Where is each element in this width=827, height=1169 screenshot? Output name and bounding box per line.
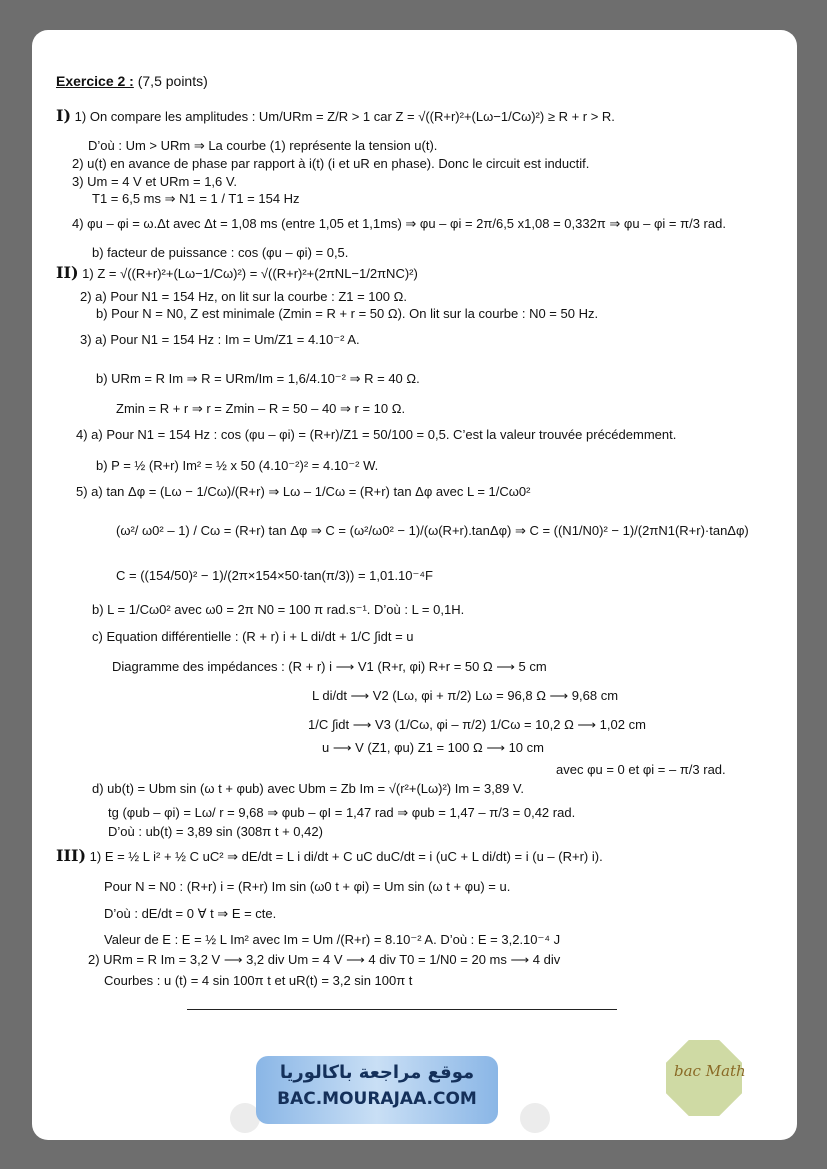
site-url[interactable]: BAC.MOURAJAA.COM: [277, 1089, 477, 1109]
line-19: c) Equation différentielle : (R + r) i + L di/dt + 1/C ∫idt = u: [92, 629, 414, 644]
line-7: II) 1) Z = √((R+r)²+(Lω−1/Cω)²) = √((R+r)²+(2πNL−1/2πNC)²): [56, 263, 418, 282]
line-32: 2) URm = R Im = 3,2 V ⟶ 3,2 div Um = 4 V ⟶ 4 div T0 = 1/N0 = 20 ms ⟶ 4 div: [88, 952, 561, 967]
line-28: III) 1) E = ½ L i² + ½ C uC² ⇒ dE/dt = L i di/dt + C uC duC/dt = i (uC + L di/dt) = i (u – (R+r) i).: [56, 846, 603, 865]
line-25: d) ub(t) = Ubm sin (ω t + φub) avec Ubm = Zb Im = √(r²+(Lω)²) Im = 3,89 V.: [92, 781, 525, 796]
exercise-header: [56, 73, 208, 89]
line-15: 5) a) tan Δφ = (Lω − 1/Cω)/(R+r) ⇒ Lω – 1/Cω = (R+r) tan Δφ avec L = 1/Cω0²: [76, 484, 531, 499]
line-12: Zmin = R + r ⇒ r = Zmin – R = 50 – 40 ⇒ r = 10 Ω.: [116, 401, 406, 416]
line-5: 4) φu – φi = ω.Δt avec Δt = 1,08 ms (entre 1,05 et 1,1ms) ⇒ φu – φi = 2π/6,5 x1,08 = 0,332π ⇒ φu – φi = π/3 rad.: [72, 216, 726, 231]
line-31: Valeur de E : E = ½ L Im² avec Im = Um /(R+r) = 8.10⁻² A. D’où : E = 3,2.10⁻⁴ J: [104, 932, 561, 947]
line-24: avec φu = 0 et φi = – π/3 rad.: [556, 762, 726, 777]
line-27: D’où : ub(t) = 3,89 sin (308π t + 0,42): [108, 824, 323, 839]
line-11: b) URm = R Im ⇒ R = URm/Im = 1,6/4.10⁻² ⇒ R = 40 Ω.: [96, 371, 420, 386]
line-10: 3) a) Pour N1 = 154 Hz : Im = Um/Z1 = 4.10⁻² A.: [80, 332, 360, 347]
line-30: D’où : dE/dt = 0 ∀ t ⇒ E = cte.: [104, 906, 277, 921]
exercise-title: Exercice 2 :: [56, 73, 134, 89]
line-23: u ⟶ V (Z1, φu) Z1 = 100 Ω ⟶ 10 cm: [322, 740, 544, 755]
site-banner[interactable]: [256, 1056, 498, 1124]
line-21: L di/dt ⟶ V2 (Lω, φi + π/2) Lω = 96,8 Ω ⟶ 9,68 cm: [312, 688, 619, 703]
exam-correction-page: [32, 30, 797, 1140]
line-9: b) Pour N = N0, Z est minimale (Zmin = R + r = 50 Ω). On lit sur la courbe : N0 = 50 Hz.: [96, 306, 599, 321]
line-22: 1/C ∫idt ⟶ V3 (1/Cω, φi – π/2) 1/Cω = 10,2 Ω ⟶ 1,02 cm: [308, 717, 646, 732]
line-3: 3) Um = 4 V et URm = 1,6 V.: [72, 174, 237, 189]
line-14: b) P = ½ (R+r) Im² = ½ x 50 (4.10⁻²)² = 4.10⁻² W.: [96, 458, 379, 473]
line-29: Pour N = N0 : (R+r) i = (R+r) Im sin (ω0 t + φi) = Um sin (ω t + φu) = u.: [104, 879, 511, 894]
site-name-arabic: موقع مراجعة باكالوريا: [279, 1062, 475, 1083]
exercise-points: (7,5 points): [137, 73, 208, 89]
line-13: 4) a) Pour N1 = 154 Hz : cos (φu – φi) = (R+r)/Z1 = 50/100 = 0,5. C’est la valeur trouvée précédemment.: [76, 427, 677, 442]
line-26: tg (φub – φi) = Lω/ r = 9,68 ⇒ φub – φI = 1,47 rad ⇒ φub = 1,47 – π/3 = 0,42 rad.: [108, 805, 576, 820]
section-roman-1: I): [56, 106, 72, 125]
line-8: 2) a) Pour N1 = 154 Hz, on lit sur la courbe : Z1 = 100 Ω.: [80, 289, 407, 304]
line-0: I) 1) On compare les amplitudes : Um/URm = Z/R > 1 car Z = √((R+r)²+(Lω−1/Cω)²) ≥ R + r > R.: [56, 106, 615, 125]
bac-math-badge-text: bac Math: [674, 1062, 746, 1080]
line-2: 2) u(t) en avance de phase par rapport à i(t) (i et uR en phase). Donc le circuit est inductif.: [72, 156, 590, 171]
line-1: D’où : Um > URm ⇒ La courbe (1) représente la tension u(t).: [88, 138, 438, 153]
line-33: Courbes : u (t) = 4 sin 100π t et uR(t) = 3,2 sin 100π t: [104, 973, 413, 988]
logo-icon-right: [520, 1103, 550, 1133]
line-6: b) facteur de puissance : cos (φu – φi) = 0,5.: [92, 245, 349, 260]
section-roman-2: II): [56, 263, 79, 282]
section-roman-3: III): [56, 846, 87, 865]
line-4: T1 = 6,5 ms ⇒ N1 = 1 / T1 = 154 Hz: [92, 191, 300, 206]
line-16: (ω²/ ω0² – 1) / Cω = (R+r) tan Δφ ⇒ C = (ω²/ω0² − 1)/(ω(R+r).tanΔφ) ⇒ C = ((N1/N0)² − 1)/(2πN1(R+r)·tanΔφ): [116, 523, 749, 538]
line-17: C = ((154/50)² − 1)/(2π×154×50·tan(π/3)) = 1,01.10⁻⁴F: [116, 568, 433, 583]
line-18: b) L = 1/Cω0² avec ω0 = 2π N0 = 100 π rad.s⁻¹. D’où : L = 0,1H.: [92, 602, 465, 617]
line-20: Diagramme des impédances : (R + r) i ⟶ V1 (R+r, φi) R+r = 50 Ω ⟶ 5 cm: [112, 659, 547, 674]
end-rule: [187, 1009, 617, 1010]
